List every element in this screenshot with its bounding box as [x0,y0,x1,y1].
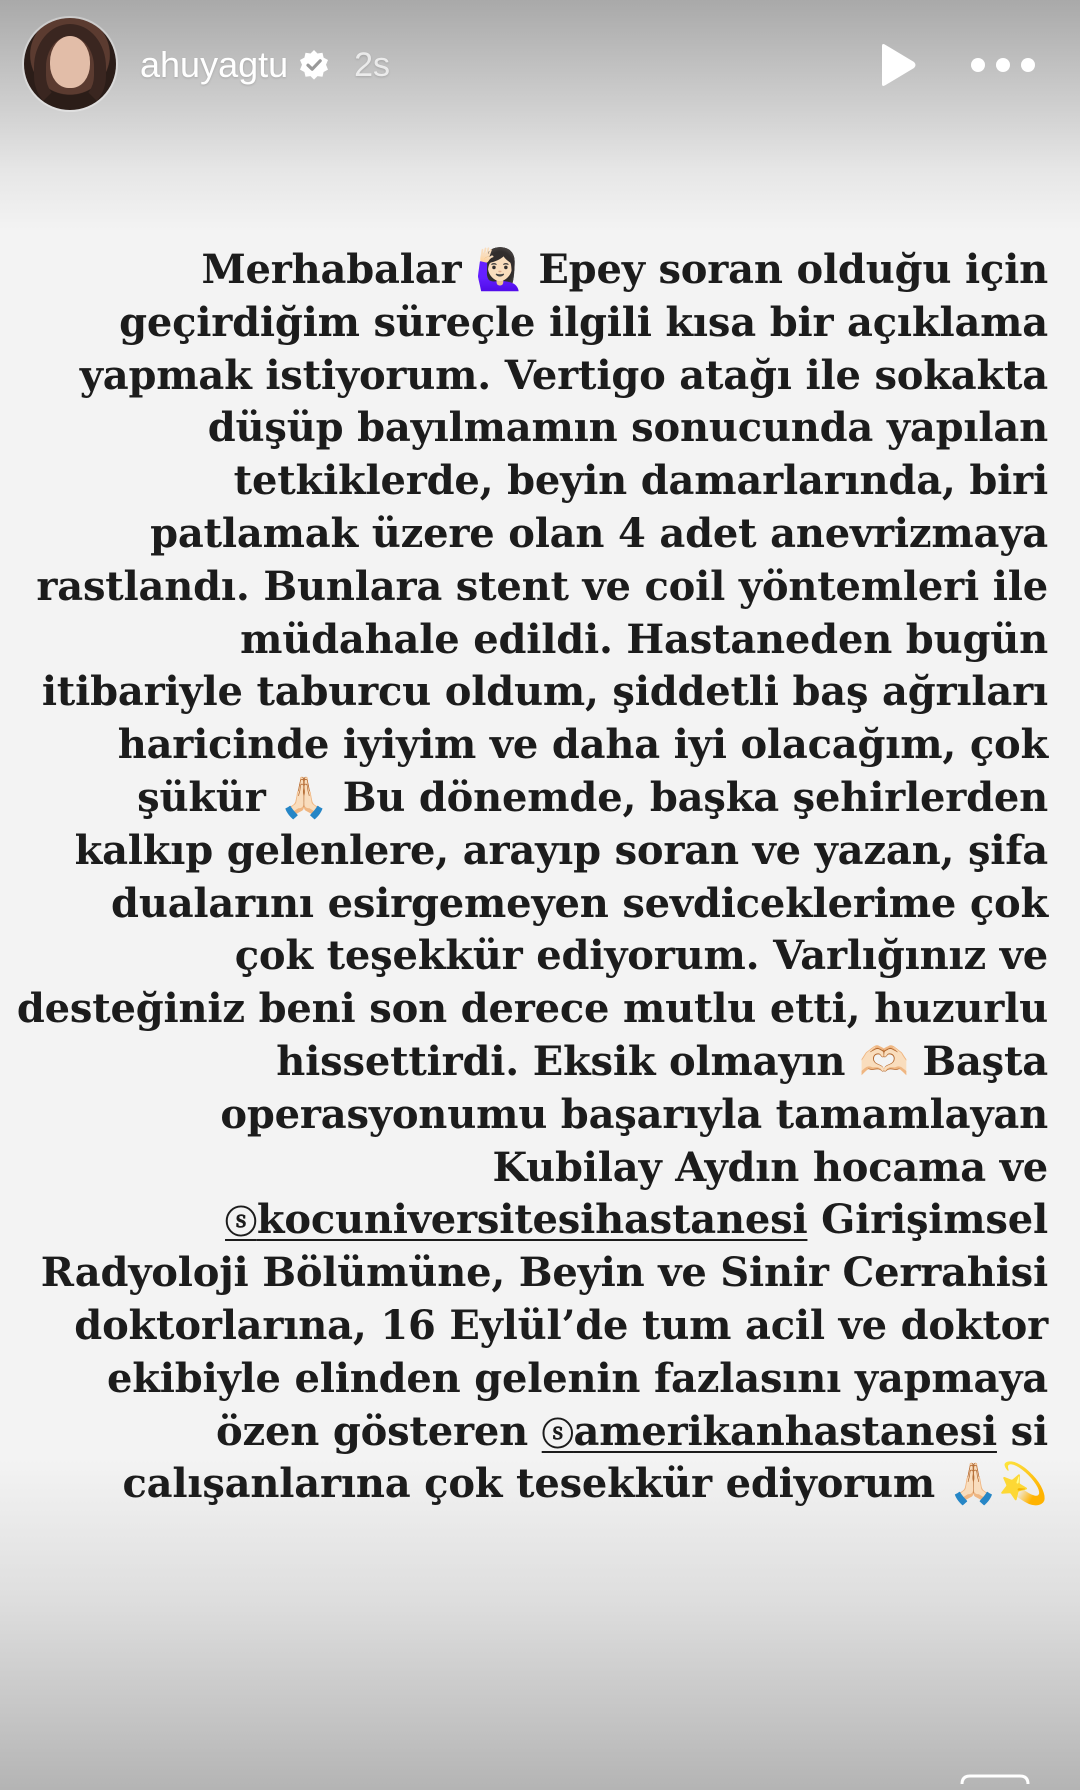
caption-line-11: şükür 🙏🏻 Bu dönemde, başka şehirlerden [137,773,1048,821]
caption-line-23-rest: si [996,1407,1048,1455]
caption-line-16: hissettirdi. Eksik olmayın 🫶🏻 Başta [276,1037,1048,1085]
more-options-button[interactable] [968,40,1038,90]
avatar-face [50,36,90,88]
caption-line-13: dualarını esirgemeyen sevdiceklerime çok [111,879,1048,927]
verified-badge-icon [298,49,330,81]
caption-line-1: Merhabalar 🙋🏻‍♀️ Epey soran olduğu için [201,246,1048,293]
caption-line-10: haricinde iyiyim ve daha iyi olacağım, çok [117,721,1048,769]
caption-line-7: rastlandı. Bunlara stent ve coil yöntemleri ile [36,562,1048,610]
play-icon [872,40,922,90]
caption-line-12: kalkıp gelenlere, arayıp soran ve yazan, şifa [74,826,1048,874]
mention-amerikanhastanesi[interactable] [542,1408,997,1455]
caption-line-9: itibariyle taburcu oldum, şiddetli baş ağrıları [41,668,1048,716]
caption-line-3: yapmak istiyorum. Vertigo atağı ile sokakta [79,351,1048,399]
profile-avatar[interactable] [24,18,116,110]
caption-line-17: operasyonumu başarıyla tamamlayan [220,1090,1048,1138]
caption-line-19 [0,1194,1048,1247]
caption-line-4: düşüp bayılmamın sonucunda yapılan [207,404,1048,452]
caption-line-21: doktorlarına, 16 Eylül’de tum acil ve doktor [74,1301,1048,1349]
mention-icon: ⓢ [225,1203,257,1242]
mention-icon: ⓢ [541,1414,574,1453]
story-caption [0,244,1048,1511]
caption-line-23 [0,1406,1048,1459]
caption-line-6: patlamak üzere olan 4 adet anevrizmaya [150,509,1048,557]
mention-text: amerikanhastanesi [573,1407,997,1455]
caption-line-24: calışanlarına çok tesekkür ediyorum 🙏🏻💫 [122,1460,1048,1508]
username[interactable]: ahuyagtu [140,44,289,85]
story-header [24,14,1056,118]
caption-line-23-start: özen gösteren [216,1407,542,1455]
caption-line-18: Kubilay Aydın hocama ve [492,1143,1048,1191]
more-horizontal-icon [968,40,1038,90]
caption-line-5: tetkiklerde, beyin damarlarında, biri [233,457,1048,505]
caption-line-20: Radyoloji Bölümüne, Beyin ve Sinir Cerrahisi [40,1249,1048,1297]
mention-kocuniversitesihastanesi[interactable] [225,1196,807,1243]
caption-line-8: müdahale edildi. Hastaneden bugün [240,615,1048,663]
play-button[interactable] [872,40,922,90]
caption-line-15: desteğiniz beni son derece mutlu etti, huzurlu [16,985,1048,1033]
bottom-handle-icon [958,1774,1032,1786]
caption-line-19-rest: Girişimsel [807,1196,1048,1244]
caption-line-14: çok teşekkür ediyorum. Varlığınız ve [234,932,1048,980]
mention-text: kocuniversitesihastanesi [256,1196,808,1244]
post-time: 2s [354,45,391,84]
caption-line-2: geçirdiğim süreçle ilgili kısa bir açıklama [119,298,1048,346]
caption-line-22: ekibiyle elinden gelenin fazlasını yapmaya [106,1354,1048,1402]
username-row[interactable] [140,44,390,86]
